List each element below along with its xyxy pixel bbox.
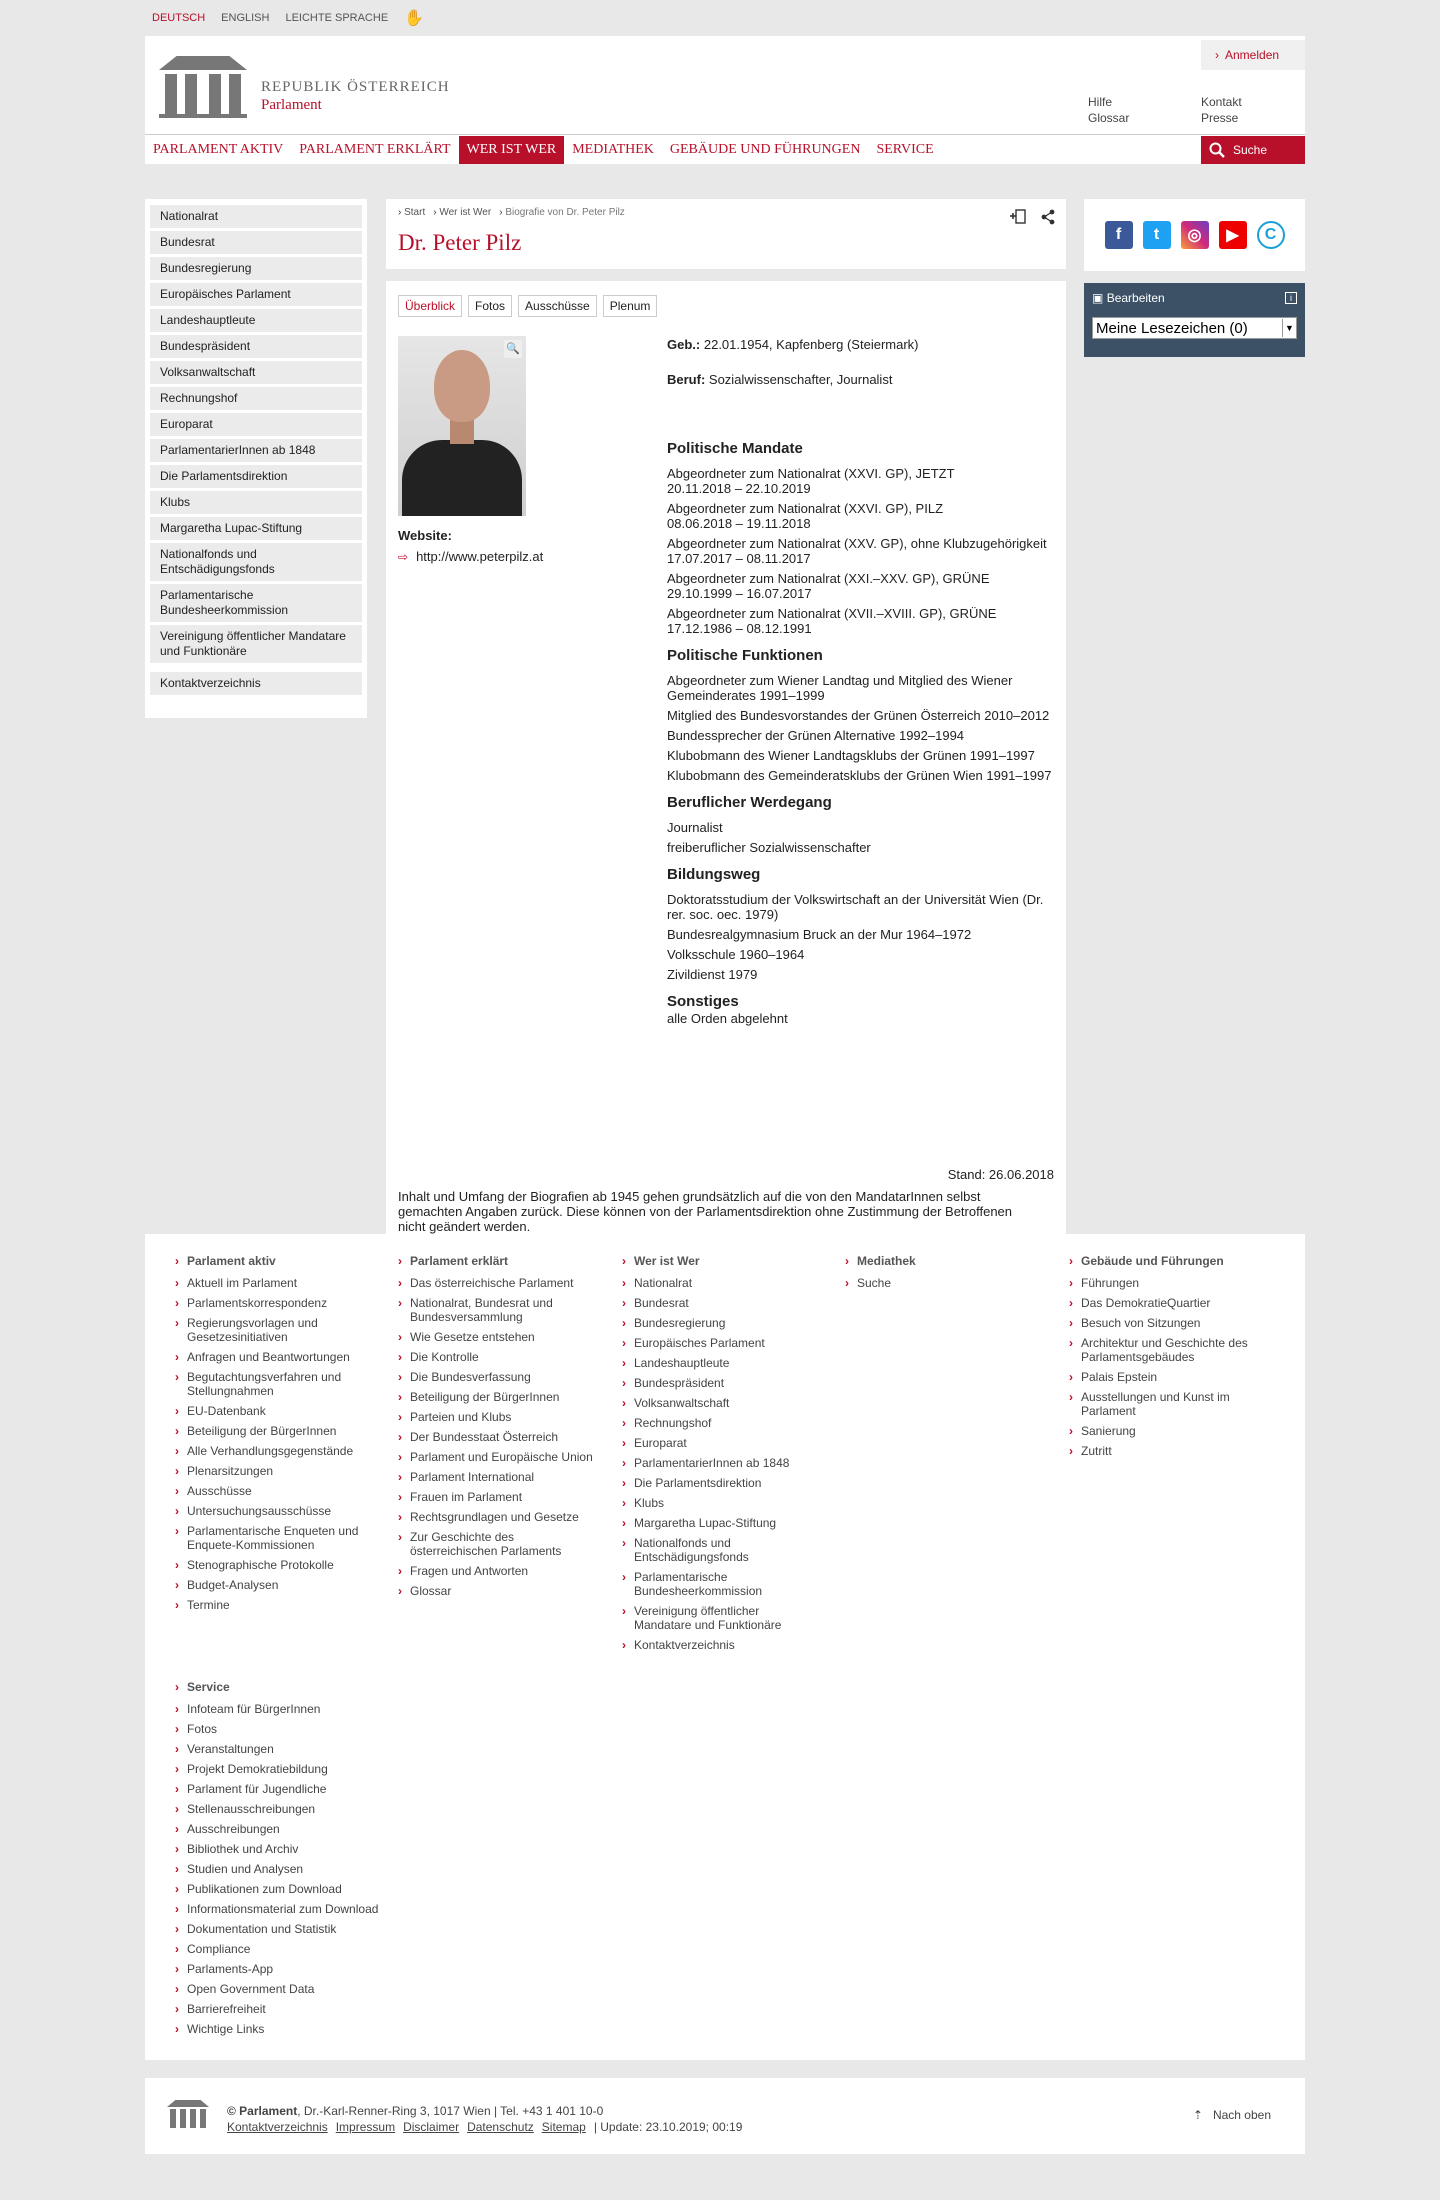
footer-column-gebaeude [1081,1254,1266,1464]
function-item: Klubobmann des Gemeinderatsklubs der Grünen Wien 1991–1997 [667,768,1052,783]
sidebar-item-parlamentsdirektion[interactable]: Die Parlamentsdirektion [150,465,362,488]
footer-column-mediathek [857,1254,1042,1296]
mandate-item [667,571,1052,601]
footer-link[interactable]: › Parlamentarische Bundesheerkommission [634,1570,819,1598]
mandate-period: 17.07.2017 – 08.11.2017 [667,551,811,566]
biography-disclaimer: Inhalt und Umfang der Biografien ab 1945 gehen grundsätzlich auf die von den MandatarInnen selbst gemachten Angaben zurück. Diese können von der Parlamentsdirektion ohne Zustimmung der Betroffenen nicht geändert werden. [398,1189,1013,1234]
parliament-app-icon[interactable]: C [1257,221,1285,249]
footer-column-parlament-erklaert [410,1254,595,1604]
footer-link[interactable]: › Begutachtungsverfahren und Stellungnahmen [187,1370,372,1398]
career-item: Journalist [667,820,723,835]
sidebar-item-rechnungshof[interactable]: Rechnungshof [150,387,362,410]
footer-heading[interactable]: › Service [187,1680,407,1694]
facebook-icon[interactable]: f [1105,221,1133,249]
function-item: Abgeordneter zum Wiener Landtag und Mitglied des Wiener Gemeinderates 1991–1999 [667,673,1013,703]
footer-link[interactable]: › Ausschüsse [187,1484,372,1498]
footer-link[interactable]: › Europarat [634,1436,819,1450]
language-bar [145,0,1305,36]
bookmark-icon: ▣ [1092,291,1104,305]
footer-column-wer-ist-wer [634,1254,819,1658]
help-link[interactable]: Hilfe [1088,95,1113,109]
footer-link[interactable]: › Barrierefreiheit [187,2002,407,2016]
logo-subtitle: Parlament [261,97,322,113]
footer-heading[interactable]: › Mediathek [857,1254,1042,1268]
search-icon [1209,142,1225,158]
bookmarks-select[interactable] [1092,317,1297,339]
sidebar-item-nationalrat[interactable]: Nationalrat [150,205,362,228]
footer-link[interactable]: › Parlament und Europäische Union [410,1450,595,1464]
press-link[interactable]: Presse [1201,111,1239,125]
social-media-box [1084,199,1305,271]
mandate-item [667,466,1052,496]
footer-link[interactable]: › Fragen und Antworten [410,1564,595,1578]
main-navigation [145,134,1305,164]
function-item: Bundessprecher der Grünen Alternative 1992–1994 [667,728,965,743]
job-label: Beruf: [667,372,706,387]
sidebar-item-bundesrat[interactable]: Bundesrat [150,231,362,254]
back-to-top-link[interactable] [1193,2108,1271,2122]
footer-link[interactable]: › Ausstellungen und Kunst im Parlament [1081,1390,1266,1418]
education-item: Doktoratsstudium der Volkswirtschaft an der Universität Wien (Dr. rer. soc. oec. 1979) [667,892,1044,922]
footer-link[interactable]: › Zutritt [1081,1444,1266,1458]
mandate-period: 08.06.2018 – 19.11.2018 [667,516,811,531]
breadcrumb-start[interactable]: › Start [398,207,425,218]
education-item: Zivildienst 1979 [667,967,758,982]
website-url: http://www.peterpilz.at [416,549,544,564]
breadcrumb-wer-ist-wer[interactable]: › Wer ist Wer [433,207,491,218]
zoom-icon[interactable]: 🔍 [504,340,522,358]
footer-link[interactable]: › Klubs [634,1496,819,1510]
other-heading: Sonstiges [667,993,739,1010]
tab-fotos[interactable]: Fotos [468,295,512,317]
tab-plenum[interactable]: Plenum [603,295,658,317]
footer-link[interactable]: › ParlamentarierInnen ab 1848 [634,1456,819,1470]
website-label: Website: [398,528,452,543]
footer-link[interactable]: › Termine [187,1598,372,1612]
footer-link[interactable]: › Europäisches Parlament [634,1336,819,1350]
title-box [386,199,1066,269]
footer-link[interactable]: › Bundespräsident [634,1376,819,1390]
footer-kontaktverzeichnis[interactable]: Kontaktverzeichnis [227,2120,328,2134]
footer-link[interactable]: › Suche [857,1276,1042,1290]
footer-link[interactable]: › Publikationen zum Download [187,1882,407,1896]
sidebar-item-vereinigung[interactable]: Vereinigung öffentlicher Mandatare und Funktionäre [150,625,362,663]
parliament-building-icon [167,2100,209,2130]
career-item: freiberuflicher Sozialwissenschafter [667,840,871,855]
footer-link[interactable]: › Vereinigung öffentlicher Mandatare und Funktionäre [634,1604,819,1632]
footer-link[interactable]: › Untersuchungsausschüsse [187,1504,372,1518]
sidebar [145,199,367,718]
nav-service[interactable]: SERVICE [876,141,934,157]
sidebar-item-bundesregierung[interactable]: Bundesregierung [150,257,362,280]
footer-link[interactable]: › Parlament International [410,1470,595,1484]
footer-column-parlament-aktiv [187,1254,372,1618]
sign-language-icon[interactable]: ✋ [404,10,425,27]
function-item: Mitglied des Bundesvorstandes der Grünen Österreich 2010–2012 [667,708,1050,723]
nav-wer-ist-wer[interactable]: WER IST WER [459,136,565,164]
sidebar-item-eu-parlament[interactable]: Europäisches Parlament [150,283,362,306]
footer-link[interactable]: › Parlament für Jugendliche [187,1782,407,1796]
footer-link[interactable]: › Das DemokratieQuartier [1081,1296,1266,1310]
footer-datenschutz[interactable]: Datenschutz [467,2120,534,2134]
nav-parlament-erklaert[interactable]: PARLAMENT ERKLÄRT [299,141,451,157]
sidebar-item-europarat[interactable]: Europarat [150,413,362,436]
parliament-building-icon [159,56,247,118]
footer-link[interactable]: › Projekt Demokratiebildung [187,1762,407,1776]
footer-link[interactable]: › Alle Verhandlungsgegenstände [187,1444,372,1458]
mandate-period: 17.12.1986 – 08.12.1991 [667,621,812,636]
footer-link[interactable]: › Aktuell im Parlament [187,1276,372,1290]
site-header [145,36,1305,164]
footer-link[interactable]: › Plenarsitzungen [187,1464,372,1478]
website-link[interactable] [398,549,543,564]
mandate-item [667,536,1052,566]
footer-link[interactable]: › Palais Epstein [1081,1370,1266,1384]
lang-easy[interactable]: LEICHTE SPRACHE [285,12,389,24]
functions-heading: Politische Funktionen [667,647,823,664]
sidebar-item-lupac[interactable]: Margaretha Lupac-Stiftung [150,517,362,540]
footer-link[interactable]: › Der Bundesstaat Österreich [410,1430,595,1444]
footer-column-service [187,1680,407,2042]
footer-link[interactable]: › Die Bundesverfassung [410,1370,595,1384]
lang-english[interactable]: ENGLISH [221,12,270,24]
footer-link[interactable]: › Bundesrat [634,1296,819,1310]
footer-link[interactable]: › Stellenausschreibungen [187,1802,407,1816]
footer-link[interactable]: › Rechtsgrundlagen und Gesetze [410,1510,595,1524]
footer-link[interactable]: › Bibliothek und Archiv [187,1842,407,1856]
breadcrumb [398,207,1054,218]
function-item: Klubobmann des Wiener Landtagsklubs der Grünen 1991–1997 [667,748,1035,763]
footer-disclaimer[interactable]: Disclaimer [403,2120,460,2134]
footer-link[interactable]: › Architektur und Geschichte des Parlamentsgebäudes [1081,1336,1266,1364]
footer-link[interactable]: › Bundesregierung [634,1316,819,1330]
sidebar-item-landeshauptleute[interactable]: Landeshauptleute [150,309,362,332]
stand-date: Stand: 26.06.2018 [947,1167,1054,1182]
sidebar-item-klubs[interactable]: Klubs [150,491,362,514]
parliament-logo[interactable] [159,56,450,118]
mandate-item [667,501,1052,531]
footer-link[interactable]: › Rechnungshof [634,1416,819,1430]
bottom-bar [145,2078,1305,2154]
search-button[interactable] [1201,136,1305,164]
other-item: alle Orden abgelehnt [667,1011,788,1026]
career-heading: Beruflicher Werdegang [667,794,832,811]
contact-link[interactable]: Kontakt [1201,95,1242,109]
info-icon[interactable]: i [1285,292,1297,304]
footer-link[interactable]: › Glossar [410,1584,595,1598]
born-label: Geb.: [667,337,701,352]
mandate-title: Abgeordneter zum Nationalrat (XXVI. GP), JETZT [667,466,955,481]
job-value: Sozialwissenschafter, Journalist [708,372,893,387]
nav-mediathek[interactable]: MEDIATHEK [572,141,654,157]
search-label: Suche [1233,143,1268,157]
sidebar-item-bundesheerkommission[interactable]: Parlamentarische Bundesheerkommission [150,584,362,622]
site-footer [145,1234,1305,2060]
tab-bar [398,295,1054,317]
mandate-title: Abgeordneter zum Nationalrat (XXI.–XXV. GP), GRÜNE [667,571,990,586]
footer-link[interactable]: › Regierungsvorlagen und Gesetzesinitiativen [187,1316,372,1344]
sidebar-item-volksanwaltschaft[interactable]: Volksanwaltschaft [150,361,362,384]
share-icon[interactable] [1040,209,1056,225]
mandate-title: Abgeordneter zum Nationalrat (XVII.–XVIII. GP), GRÜNE [667,606,997,621]
nav-gebaeude[interactable]: GEBÄUDE UND FÜHRUNGEN [669,141,861,157]
chevron-right-icon: › [1215,48,1219,62]
footer-link[interactable]: › Beteiligung der BürgerInnen [410,1390,595,1404]
instagram-icon[interactable]: ◎ [1181,221,1209,249]
mandate-item [667,606,1052,636]
education-item: Bundesrealgymnasium Bruck an der Mur 1964–1972 [667,927,972,942]
footer-link[interactable]: › Margaretha Lupac-Stiftung [634,1516,819,1530]
sidebar-item-bundespraesident[interactable]: Bundespräsident [150,335,362,358]
portrait-photo[interactable] [398,336,526,516]
footer-link[interactable]: › Führungen [1081,1276,1266,1290]
lang-deutsch[interactable]: DEUTSCH [152,12,206,24]
footer-link[interactable]: › Stenographische Protokolle [187,1558,372,1572]
footer-link[interactable]: › Infoteam für BürgerInnen [187,1702,407,1716]
mandate-title: Abgeordneter zum Nationalrat (XXV. GP), ohne Klubzugehörigkeit [667,536,1047,551]
mandate-period: 20.11.2018 – 22.10.2019 [667,481,811,496]
footer-heading[interactable]: › Parlament aktiv [187,1254,372,1268]
nav-parlament-aktiv[interactable]: PARLAMENT AKTIV [153,141,284,157]
tab-ueberblick[interactable]: Überblick [398,295,462,317]
mandates-heading: Politische Mandate [667,440,803,457]
biography-panel [386,281,1066,1245]
tab-ausschuesse[interactable]: Ausschüsse [518,295,597,317]
footer-link[interactable]: › Wie Gesetze entstehen [410,1330,595,1344]
footer-link[interactable]: › Volksanwaltschaft [634,1396,819,1410]
youtube-icon[interactable]: ▶ [1219,221,1247,249]
footer-link[interactable]: › Landeshauptleute [634,1356,819,1370]
external-link-icon: ⇨ [398,549,409,564]
page-title: Dr. Peter Pilz [398,230,522,255]
footer-link[interactable]: › Anfragen und Beantwortungen [187,1350,372,1364]
arrow-up-icon: ⇡ [1192,2108,1203,2122]
footer-link[interactable]: › Parlaments-App [187,1962,407,1976]
footer-link[interactable]: › Beteiligung der BürgerInnen [187,1424,372,1438]
login-label: Anmelden [1225,48,1280,62]
footer-impressum[interactable]: Impressum [335,2120,396,2134]
education-item: Volksschule 1960–1964 [667,947,805,962]
footer-link[interactable]: › Das österreichische Parlament [410,1276,595,1290]
footer-link[interactable]: › Parteien und Klubs [410,1410,595,1424]
footer-link[interactable]: › Veranstaltungen [187,1742,407,1756]
bookmarks-panel [1084,283,1305,357]
footer-link[interactable]: › Studien und Analysen [187,1862,407,1876]
biography-details [667,337,1052,1031]
footer-heading[interactable]: › Parlament erklärt [410,1254,595,1268]
footer-link[interactable]: › Parlamentarische Enqueten und Enquete-Kommissionen [187,1524,372,1552]
footer-link[interactable]: › Compliance [187,1942,407,1956]
footer-link[interactable]: › Nationalrat [634,1276,819,1290]
bookmark-add-icon[interactable] [1010,209,1026,225]
chevron-down-icon: ▼ [1282,319,1296,337]
education-heading: Bildungsweg [667,866,761,883]
footer-link[interactable]: › Kontaktverzeichnis [634,1638,819,1652]
footer-link[interactable]: › Fotos [187,1722,407,1736]
sidebar-item-kontaktverzeichnis[interactable]: Kontaktverzeichnis [150,672,362,695]
born-value: 22.01.1954, Kapfenberg (Steiermark) [703,337,919,352]
footer-link[interactable]: › Ausschreibungen [187,1822,407,1836]
footer-heading[interactable]: › Gebäude und Führungen [1081,1254,1266,1268]
bookmarks-edit-label[interactable]: Bearbeiten [1106,291,1165,305]
mandate-title: Abgeordneter zum Nationalrat (XXVI. GP), PILZ [667,501,944,516]
bookmarks-select-value: Meine Lesezeichen (0) [1096,319,1248,337]
footer-link[interactable]: › Open Government Data [187,1982,407,1996]
back-to-top-label: Nach oben [1212,2108,1271,2122]
mandate-period: 29.10.1999 – 16.07.2017 [667,586,812,601]
logo-title: REPUBLIK ÖSTERREICH [261,79,450,95]
footer-link[interactable]: › Nationalrat, Bundesrat und Bundesversammlung [410,1296,595,1324]
footer-link[interactable]: › Besuch von Sitzungen [1081,1316,1266,1330]
footer-link[interactable]: › Sanierung [1081,1424,1266,1438]
footer-sitemap[interactable]: Sitemap [541,2120,586,2134]
update-date: | Update: 23.10.2019; 00:19 [593,2120,743,2134]
copyright-org: © Parlament [227,2104,298,2118]
footer-link[interactable]: › Zur Geschichte des österreichischen Parlaments [410,1530,595,1558]
breadcrumb-current: › Biografie von Dr. Peter Pilz [499,207,625,218]
glossary-link[interactable]: Glossar [1088,111,1130,125]
login-button[interactable] [1201,40,1305,70]
footer-link[interactable]: › Budget-Analysen [187,1578,372,1592]
sidebar-item-parlamentarier[interactable]: ParlamentarierInnen ab 1848 [150,439,362,462]
footer-heading[interactable]: › Wer ist Wer [634,1254,819,1268]
footer-link[interactable]: › Nationalfonds und Entschädigungsfonds [634,1536,819,1564]
footer-link[interactable]: › Frauen im Parlament [410,1490,595,1504]
twitter-icon[interactable]: t [1143,221,1171,249]
footer-link[interactable]: › EU-Datenbank [187,1404,372,1418]
footer-link[interactable]: › Parlamentskorrespondenz [187,1296,372,1310]
footer-link[interactable]: › Die Parlamentsdirektion [634,1476,819,1490]
footer-link[interactable]: › Dokumentation und Statistik [187,1922,407,1936]
sidebar-item-nationalfonds[interactable]: Nationalfonds und Entschädigungsfonds [150,543,362,581]
footer-link[interactable]: › Die Kontrolle [410,1350,595,1364]
footer-link[interactable]: › Wichtige Links [187,2022,407,2036]
footer-link[interactable]: › Informationsmaterial zum Download [187,1902,407,1916]
address: , Dr.-Karl-Renner-Ring 3, 1017 Wien | Tel. +43 1 401 10-0 [297,2104,604,2118]
